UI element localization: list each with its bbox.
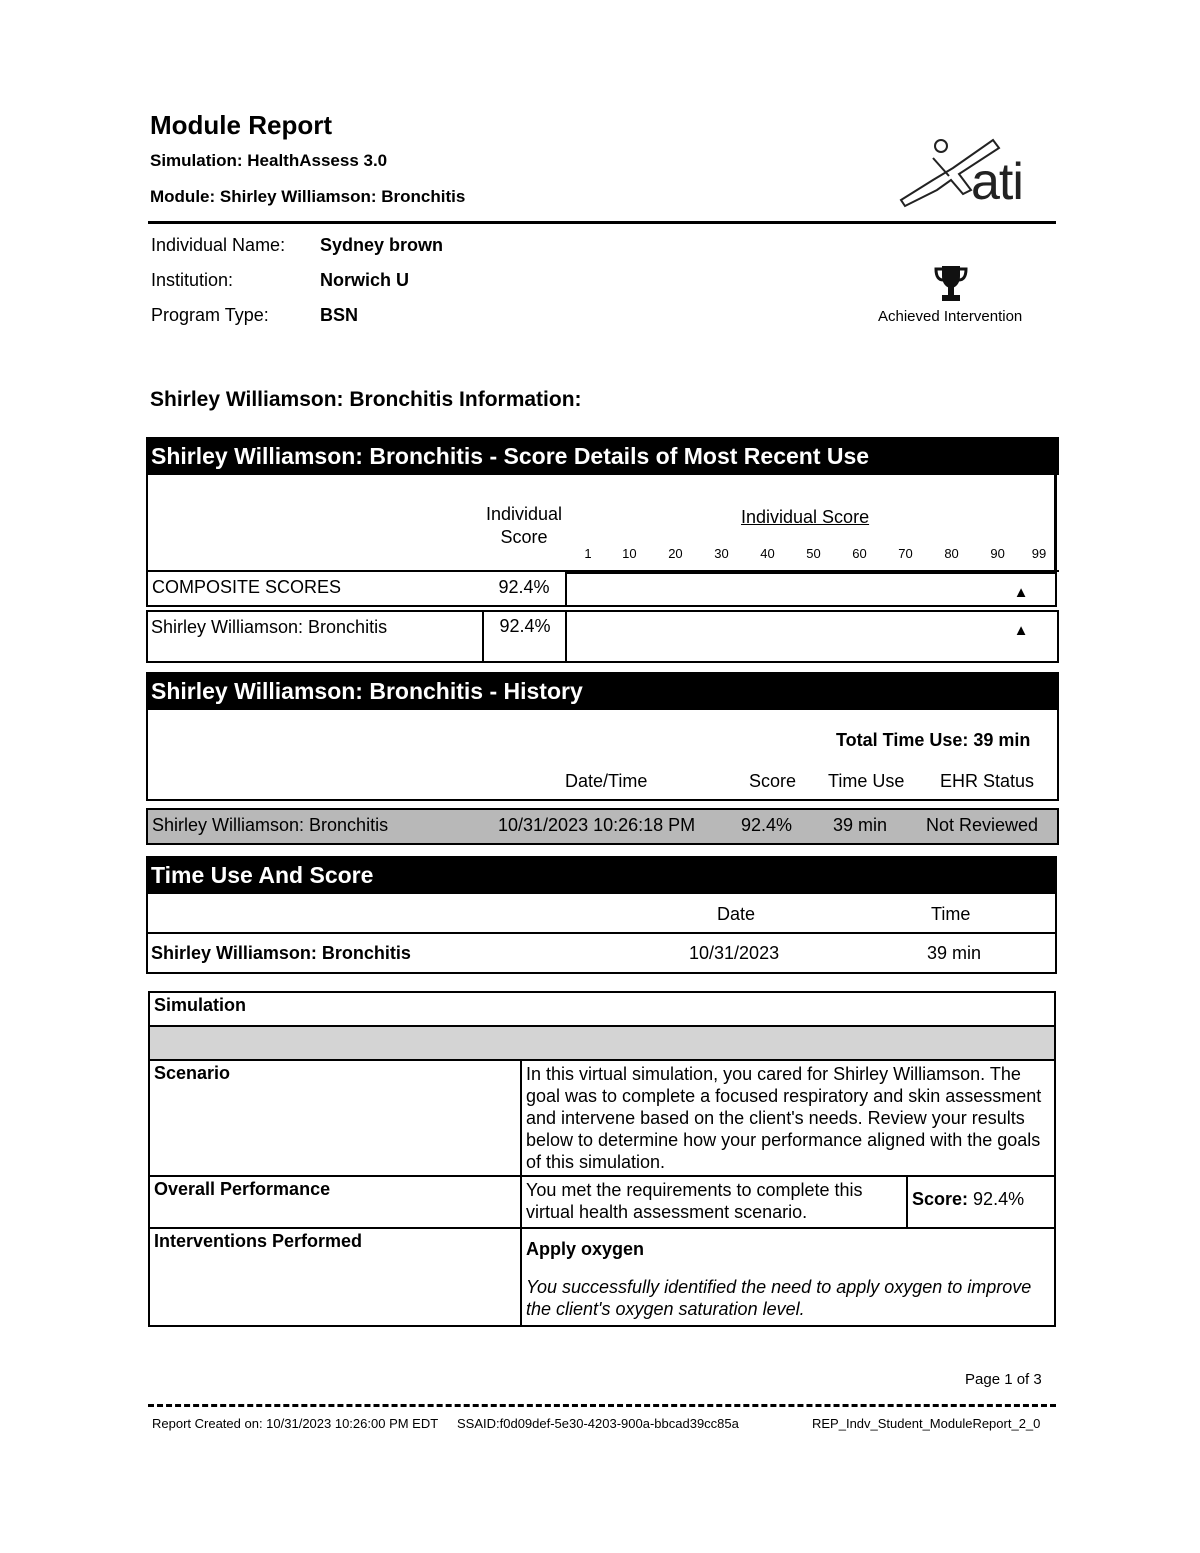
scale-tick-60: 60 <box>852 546 867 561</box>
ssaid: SSAID:f0d09def-5e30-4203-900a-bbcad39cc85a <box>457 1416 739 1431</box>
score-details-right-border <box>1054 475 1057 572</box>
scale-tick-80: 80 <box>944 546 959 561</box>
page-title: Module Report <box>150 110 332 140</box>
interventions-label: Interventions Performed <box>149 1228 521 1326</box>
header-divider <box>148 221 1056 224</box>
interventions-cell <box>521 1228 1055 1326</box>
module-row-label: Shirley Williamson: Bronchitis <box>151 617 388 637</box>
overall-performance-label: Overall Performance <box>149 1176 521 1228</box>
time-use-row-date: 10/31/2023 <box>689 943 780 963</box>
col-time-use: Time Use <box>828 771 905 791</box>
ati-logo-text: ati <box>971 153 1023 211</box>
overall-score-value: 92.4% <box>973 1189 1025 1209</box>
row-border-left <box>146 572 148 606</box>
history-row-datetime: 10/31/2023 10:26:18 PM <box>498 815 696 835</box>
report-id: REP_Indv_Student_ModuleReport_2_0 <box>812 1416 1041 1431</box>
ati-logo <box>893 128 1043 218</box>
scale-tick-40: 40 <box>760 546 775 561</box>
overall-score-cell <box>907 1176 1055 1228</box>
intervention-text: You successfully identified the need to apply oxygen to improve the client's oxygen saturation level. <box>526 1277 1032 1319</box>
module-row-score: 92.4% <box>499 616 551 636</box>
institution-value: Norwich U <box>320 270 410 290</box>
col-time: Time <box>931 904 971 924</box>
time-use-row-name: Shirley Williamson: Bronchitis <box>151 943 411 963</box>
scale-tick-50: 50 <box>806 546 821 561</box>
row-divider <box>146 605 566 607</box>
scale-tick-70: 70 <box>898 546 913 561</box>
simulation-table <box>148 991 1056 1327</box>
intervention-title: Apply oxygen <box>526 1239 645 1259</box>
score-details-left-border <box>146 475 148 572</box>
name-value: Sydney brown <box>320 235 444 255</box>
simulation-spacer-row <box>149 1026 1055 1060</box>
col-datetime: Date/Time <box>565 771 648 791</box>
name-label: Individual Name: <box>151 235 286 255</box>
score-details-header: Shirley Williamson: Bronchitis - Score Details of Most Recent Use <box>146 437 1059 475</box>
history-row-time: 39 min <box>833 815 888 835</box>
row-border-left <box>146 610 148 663</box>
overall-performance-text: You met the requirements to complete this virtual health assessment scenario. <box>521 1176 907 1228</box>
composite-score-bar <box>565 572 1057 607</box>
scale-tick-10: 10 <box>622 546 637 561</box>
institution-label: Institution: <box>151 270 234 290</box>
footer-divider <box>148 1404 1056 1407</box>
composite-score: 92.4% <box>498 577 550 597</box>
row-divider <box>146 661 1059 663</box>
composite-label: COMPOSITE SCORES <box>152 577 342 597</box>
scale-title: Individual Score <box>741 507 870 527</box>
history-row-name: Shirley Williamson: Bronchitis <box>152 815 389 835</box>
simulation-name: Simulation: HealthAssess 3.0 <box>150 151 388 170</box>
page-number: Page 1 of 3 <box>965 1371 1042 1388</box>
time-use-row-time: 39 min <box>927 943 982 963</box>
time-use-header: Time Use And Score <box>146 856 1057 894</box>
scale-tick-20: 20 <box>668 546 683 561</box>
col-score: Score <box>749 771 797 791</box>
trophy-icon <box>933 264 969 304</box>
program-label: Program Type: <box>151 305 269 325</box>
total-time-use: Total Time Use: 39 min <box>836 730 1031 750</box>
module-name: Module: Shirley Williamson: Bronchitis <box>150 187 466 206</box>
scale-tick-1: 1 <box>584 546 592 561</box>
col-date: Date <box>717 904 756 924</box>
individual-score-column-header-line1: Individual <box>485 504 563 524</box>
individual-score-column-header-line2: Score <box>500 527 548 547</box>
time-use-header-row <box>146 892 1057 934</box>
history-row-score: 92.4% <box>741 815 793 835</box>
history-row-ehr: Not Reviewed <box>926 815 1039 835</box>
module-score-bar <box>565 610 1059 663</box>
report-created: Report Created on: 10/31/2023 10:26:00 PM EDT <box>152 1416 439 1431</box>
scale-tick-30: 30 <box>714 546 729 561</box>
overall-score-label: Score: <box>912 1189 969 1209</box>
scenario-text: In this virtual simulation, you cared for Shirley Williamson. The goal was to complete a focused respiratory and skin assessment and intervene based on the client's needs. Review your results below to determine how your performance aligned with the goals of this simulation. <box>521 1060 1055 1176</box>
module-score-marker: ▲ <box>1013 622 1029 639</box>
history-header: Shirley Williamson: Bronchitis - History <box>146 672 1059 710</box>
simulation-title: Simulation <box>149 992 1055 1026</box>
individual-score-column-header <box>482 503 566 549</box>
program-value: BSN <box>320 305 359 325</box>
col-ehr-status: EHR Status <box>940 771 1035 791</box>
scenario-label: Scenario <box>149 1060 521 1176</box>
section-title: Shirley Williamson: Bronchitis Information: <box>150 388 582 411</box>
composite-score-marker: ▲ <box>1013 584 1029 601</box>
scale-tick-90: 90 <box>990 546 1005 561</box>
achievement-label: Achieved Intervention <box>878 308 1023 325</box>
scale-tick-99: 99 <box>1031 546 1047 561</box>
